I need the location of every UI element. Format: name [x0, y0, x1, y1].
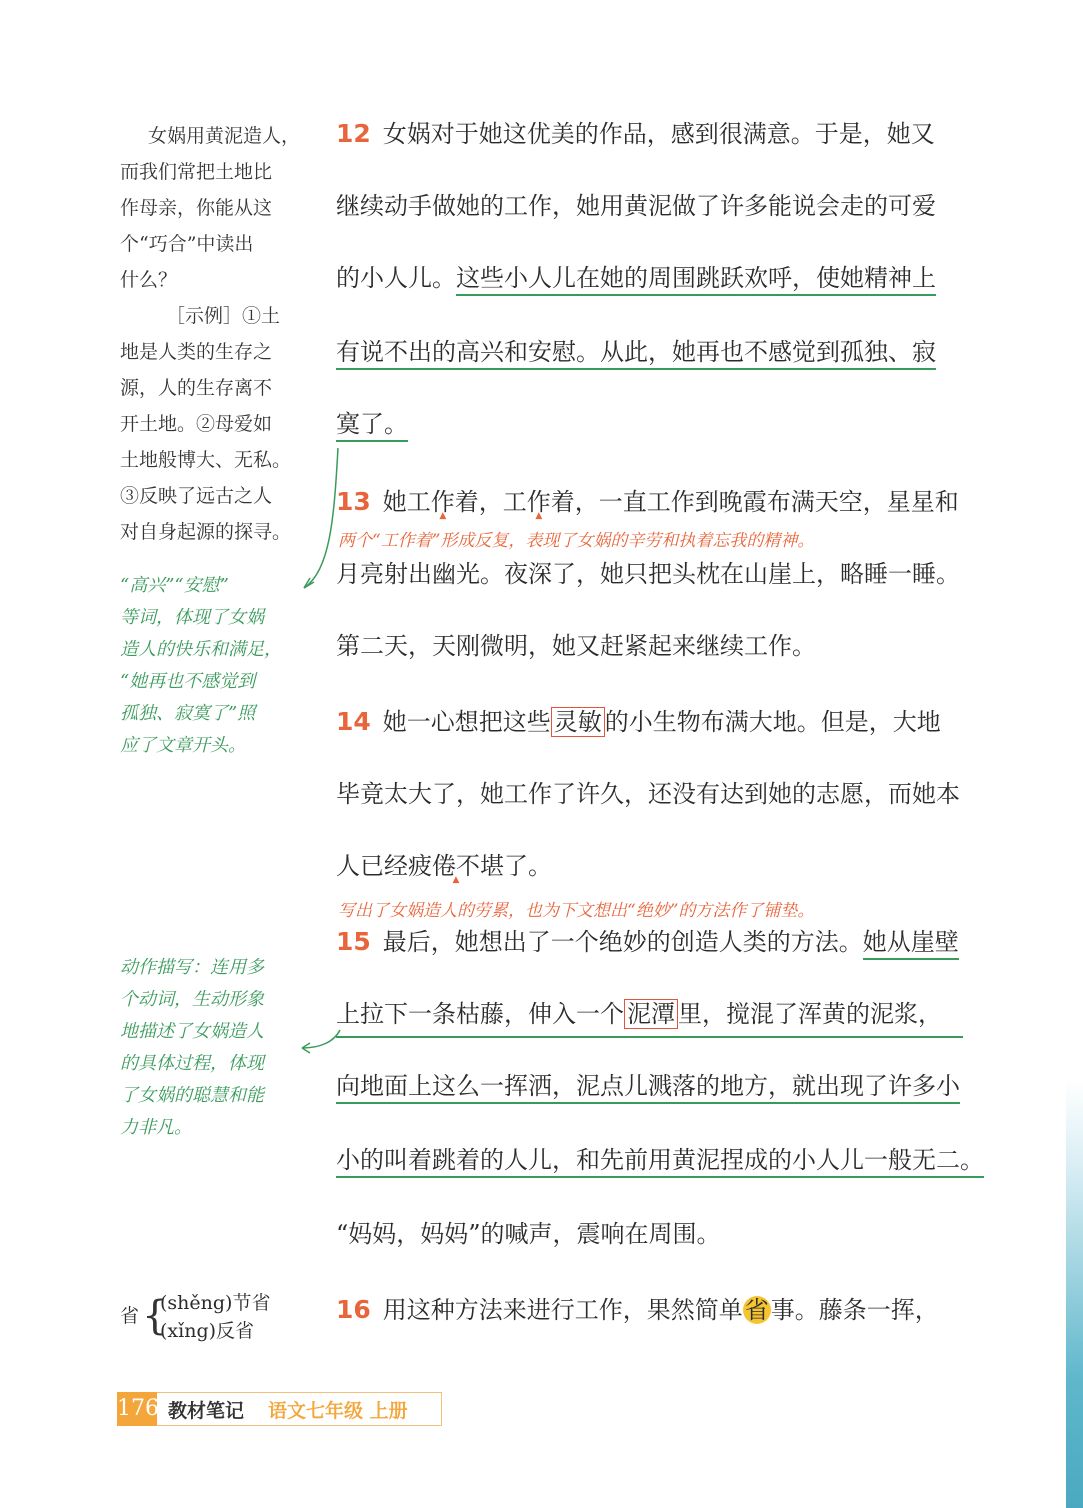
page-edge-decoration [1066, 1080, 1083, 1508]
p13-line-3: 第二天，天刚微明，她又赶紧起来继续工作。 [336, 632, 816, 660]
p14-line-1 [336, 702, 941, 742]
underlined-line [336, 994, 963, 1038]
boxed-word: 泥潭 [624, 999, 678, 1029]
pron-char: 省 [120, 1305, 140, 1327]
side-question-line: 个“巧合”中读出 [120, 233, 254, 255]
paragraph-number: 14 [336, 707, 371, 736]
annotation-line: 动作描写：连用多 [120, 957, 264, 978]
annotation-line: 个动词，生动形象 [120, 989, 264, 1010]
side-answer-line: ③反映了远古之人 [120, 485, 273, 507]
text: 最后，她想出了一个绝妙的创造人类的方法。 [382, 928, 863, 956]
highlighted-char: 省 [744, 1296, 769, 1324]
paragraph-number: 12 [336, 119, 371, 148]
side-answer-line: 土地般博大、无私。 [120, 449, 292, 471]
side-answer-line: 源，人的生存离不 [120, 377, 273, 399]
annotation-line: “高兴”“安慰” [120, 575, 229, 596]
p12-line-4 [336, 332, 936, 372]
side-answer [120, 298, 305, 550]
side-answer-line: 开土地。②母爱如 [120, 413, 273, 435]
paragraph-number: 16 [336, 1295, 371, 1324]
p13-line-1 [336, 482, 959, 522]
text: 她一心想把这些 [382, 708, 551, 736]
orange-note-1: 两个“工作着”形成反复，表现了女娲的辛劳和执着忘我的精神。 [338, 531, 815, 551]
text: 的小人儿。 [336, 264, 456, 292]
book-subtitle: 语文七年级 上册 [268, 1400, 408, 1422]
green-annotation-2 [120, 952, 305, 1144]
underlined-text: 有说不出的高兴和安慰。从此，她再也不感觉到孤独、寂 [336, 338, 936, 370]
text: 上拉下一条枯藤，伸入一个 [336, 1000, 624, 1028]
side-question-line: 作母亲，你能从这 [120, 197, 273, 219]
underlined-text: 这些小人儿在她的周围跳跃欢呼，使她精神上 [456, 264, 936, 296]
emphasized-text: 工作着 ▲ [407, 482, 479, 522]
pron-line: (shěng)节省 [160, 1292, 271, 1314]
p15-line-5: “妈妈，妈妈”的喊声，震响在周围。 [336, 1220, 721, 1248]
annotation-line: 孤独、寂寞了”照 [120, 703, 256, 724]
text: 的小生物布满大地。但是，大地 [604, 708, 941, 736]
text: 人已经 [336, 852, 408, 880]
underlined-text: 小的叫着跳着的人儿，和先前用黄泥捏成的小人儿一般无二。 [336, 1146, 984, 1178]
p15-line-3 [336, 1066, 960, 1106]
annotation-line: 力非凡。 [120, 1117, 192, 1138]
side-answer-line: 地是人类的生存之 [120, 341, 273, 363]
annotation-line: “她再也不感觉到 [120, 671, 256, 692]
p15-line-2 [336, 994, 963, 1038]
brace-icon: { [142, 1293, 168, 1339]
p12-line-5 [336, 404, 408, 444]
side-answer-line: ［示例］①土 [166, 305, 281, 327]
pron-line: (xǐng)反省 [160, 1320, 255, 1342]
page-number: 176 [117, 1392, 157, 1426]
side-question [120, 118, 305, 298]
side-question-line: 什么？ [120, 269, 178, 291]
underlined-text: 寞了。 [336, 410, 408, 442]
p15-line-1 [336, 922, 959, 962]
orange-note-2: 写出了女娲造人的劳累，也为下文想出“绝妙”的方法作了铺垫。 [338, 901, 815, 921]
p14-line-2: 毕竟太大了，她工作了许久，还没有达到她的志愿，而她本 [336, 780, 960, 808]
p14-line-3 [336, 846, 552, 886]
text: 用这种方法来进行工作，果然简单 [382, 1296, 743, 1324]
side-question-line: 女娲用黄泥造人， [148, 125, 301, 147]
annotation-line: 地描述了女娲造人 [120, 1021, 264, 1042]
annotation-line: 的具体过程，体现 [120, 1053, 264, 1074]
annotation-line: 造人的快乐和满足， [120, 639, 282, 660]
text: 事。藤条一挥， [770, 1296, 939, 1324]
side-answer-line: 对自身起源的探寻。 [120, 521, 292, 543]
text: ， [478, 488, 503, 516]
emphasized-text: 疲倦不堪 ▲ [408, 846, 504, 886]
annotation-line: 了女娲的聪慧和能 [120, 1085, 264, 1106]
text: 女娲对于她这优美的作品，感到很满意。于是，她又 [382, 120, 935, 148]
emphasized-text: 工作着 ▲ [503, 482, 575, 522]
p15-line-4 [336, 1140, 984, 1180]
text: ，一直工作到晚霞布满天空，星星和 [574, 488, 959, 516]
paragraph-number: 13 [336, 487, 371, 516]
annotation-line: 等词，体现了女娲 [120, 607, 264, 628]
p12-line-2: 继续动手做她的工作，她用黄泥做了许多能说会走的可爱 [336, 192, 936, 220]
p13-line-2: 月亮射出幽光。夜深了，她只把头枕在山崖上，略睡一睡。 [336, 560, 960, 588]
p12-line-3 [336, 258, 936, 298]
p12-line-1 [336, 114, 935, 154]
annotation-line: 应了文章开头。 [120, 735, 246, 756]
p16-line-1 [336, 1290, 939, 1330]
underlined-text: 向地面上这么一挥洒，泥点儿溅落的地方，就出现了许多小 [336, 1072, 960, 1104]
text: 她 [382, 488, 407, 516]
text: 里，搅混了浑黄的泥浆， [678, 1000, 942, 1028]
side-question-line: 而我们常把土地比 [120, 161, 273, 183]
underlined-text: 她从崖壁 [863, 928, 959, 960]
green-annotation-1 [120, 570, 305, 762]
book-title: 教材笔记 [168, 1400, 245, 1422]
text: 了。 [504, 852, 552, 880]
boxed-word: 灵敏 [551, 707, 605, 737]
paragraph-number: 15 [336, 927, 371, 956]
